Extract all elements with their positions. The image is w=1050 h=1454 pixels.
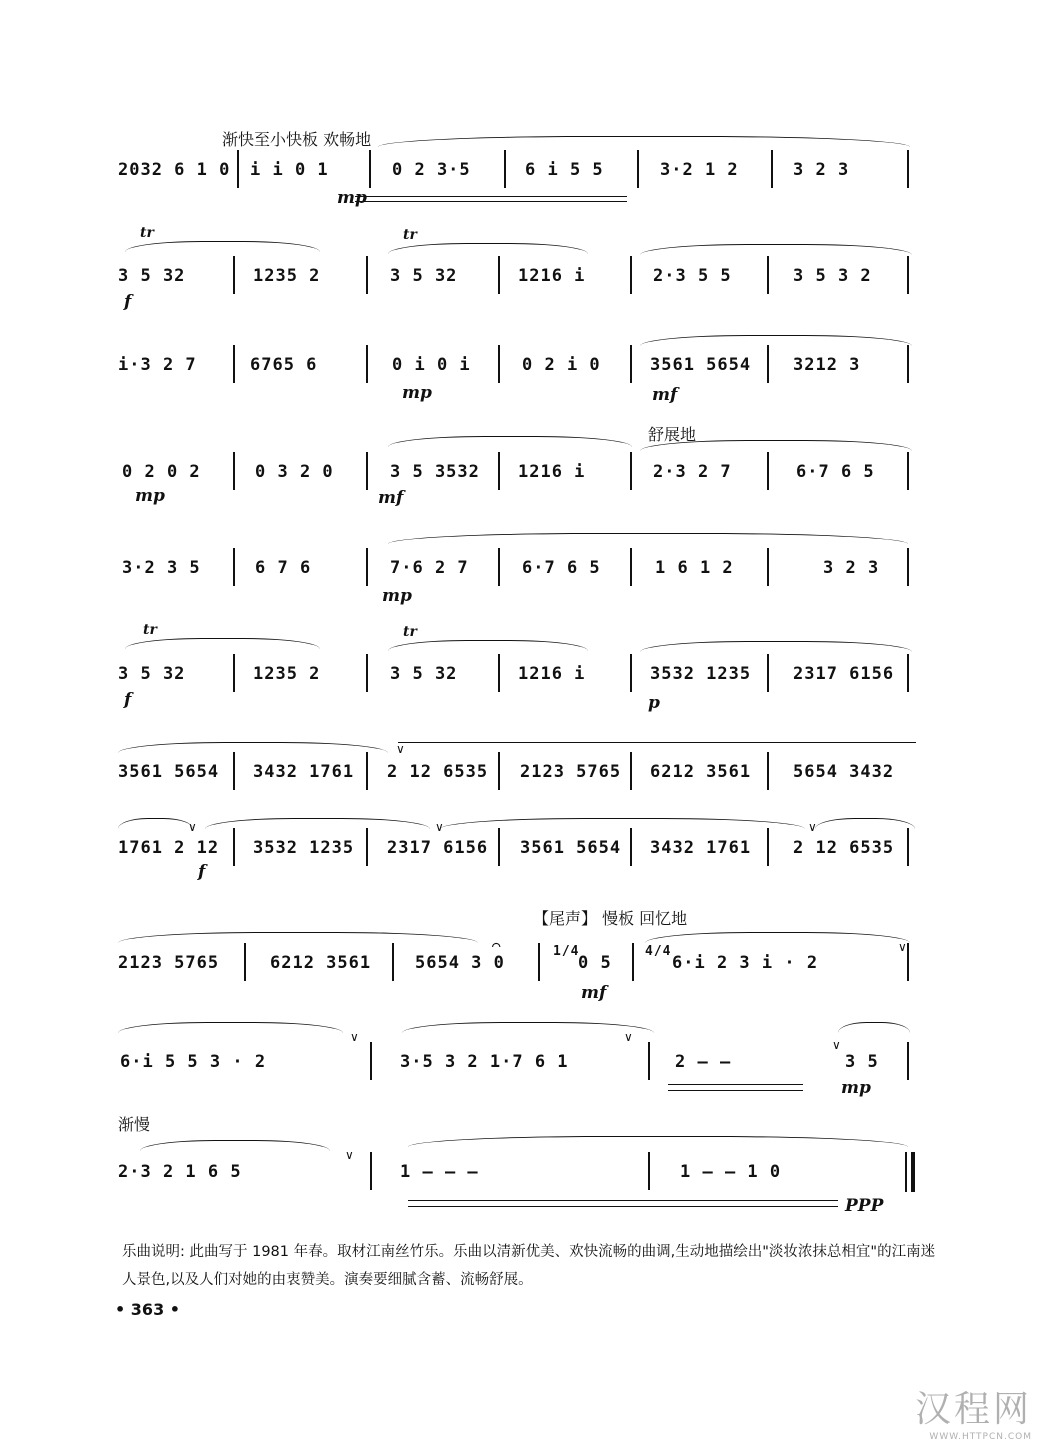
- measure: 2·3 2 7: [653, 462, 732, 482]
- barline: [366, 256, 368, 294]
- barline: [767, 345, 769, 383]
- measure: 0 3 2 0: [255, 462, 334, 482]
- measure: 3432 1761: [253, 762, 355, 782]
- phrase-slur: [408, 1136, 908, 1147]
- barline: [771, 150, 773, 188]
- phrase-slur: [118, 742, 388, 753]
- dynamic-mark: f: [124, 292, 132, 312]
- barline: [630, 752, 632, 790]
- barline: [907, 256, 909, 294]
- tempo-marking: 渐慢: [118, 1115, 151, 1134]
- measure: 2123 5765: [118, 953, 220, 973]
- phrase-slur: [398, 742, 916, 753]
- measure: 1235 2: [253, 664, 321, 684]
- barline: [237, 150, 239, 188]
- barline: [233, 654, 235, 692]
- measure: 6212 3561: [270, 953, 372, 973]
- barline: [498, 752, 500, 790]
- barline: [366, 654, 368, 692]
- measure: 3·2 3 5: [122, 558, 201, 578]
- phrase-slur: [388, 243, 588, 254]
- measure: i·3 2 7: [118, 355, 197, 375]
- barline: [233, 548, 235, 586]
- breath-mark-icon: ∨: [832, 1038, 841, 1052]
- measure: 3 5: [845, 1052, 879, 1072]
- measure: 3 2 3: [823, 558, 880, 578]
- barline: [907, 345, 909, 383]
- phrase-slur: [140, 1140, 330, 1151]
- measure: 3 5 3 2: [793, 266, 872, 286]
- barline: [907, 828, 909, 866]
- phrase-slur: [640, 244, 912, 255]
- piece-notes: [122, 1238, 942, 1294]
- barline: [366, 828, 368, 866]
- breath-mark-icon: ∨: [350, 1030, 359, 1044]
- measure: 0 2 3·5: [392, 160, 471, 180]
- section-marking: 【尾声】 慢板 回忆地: [533, 909, 688, 928]
- measure: 6212 3561: [650, 762, 752, 782]
- measure: 3561 5654: [520, 838, 622, 858]
- dynamic-mark: p: [648, 693, 660, 713]
- phrase-slur: [815, 818, 915, 829]
- phrase-slur: [640, 335, 912, 346]
- barline: [392, 943, 394, 981]
- measure: 1235 2: [253, 266, 321, 286]
- dynamic-mark: mp: [402, 383, 432, 403]
- barline: [366, 452, 368, 490]
- barline: [366, 345, 368, 383]
- dim-hairpin: [355, 196, 627, 197]
- measure: 6 7 6: [255, 558, 312, 578]
- time-signature: 1/4: [553, 944, 580, 959]
- dynamic-mark: f: [198, 862, 206, 882]
- measure: 2317 6156: [387, 838, 489, 858]
- barline: [767, 828, 769, 866]
- barline: [498, 654, 500, 692]
- dim-hairpin: [668, 1084, 803, 1085]
- measure: 2·3 2 1 6 5: [118, 1162, 242, 1182]
- measure: 3·5 3 2 1·7 6 1: [400, 1052, 569, 1072]
- measure: 5654 3432: [793, 762, 895, 782]
- piece-notes-text: 此曲写于 1981 年春。取材江南丝竹乐。乐曲以清新优美、欢快流畅的曲调,生动地描绘出"淡妆浓抹总相宜"的江南迷人景色,以及人们对她的由衷赞美。演奏要细腻含蓄、流畅舒展。: [122, 1244, 936, 1288]
- barline: [498, 828, 500, 866]
- measure: 6 i 5 5: [525, 160, 604, 180]
- measure: 3 2 3: [793, 160, 850, 180]
- barline: [498, 548, 500, 586]
- barline: [498, 452, 500, 490]
- breath-mark-icon: ∨: [396, 742, 405, 756]
- measure: 1 – – –: [400, 1162, 479, 1182]
- time-signature: 4/4: [645, 944, 672, 959]
- barline: [233, 452, 235, 490]
- phrase-slur: [838, 1022, 910, 1033]
- breath-mark-icon: ∨: [898, 940, 907, 954]
- barline: [233, 752, 235, 790]
- fermata-icon: ⌒: [492, 938, 502, 954]
- watermark-title: 汉程网: [914, 1389, 1032, 1430]
- dim-hairpin: [355, 201, 627, 202]
- phrase-slur: [645, 932, 910, 943]
- barline: [369, 150, 371, 188]
- barline: [498, 256, 500, 294]
- measure: 6·7 6 5: [522, 558, 601, 578]
- barline: [767, 452, 769, 490]
- measure: 3 5 32: [390, 664, 458, 684]
- barline: [504, 150, 506, 188]
- barline: [630, 452, 632, 490]
- phrase-slur: [388, 436, 632, 447]
- measure: 3561 5654: [118, 762, 220, 782]
- breath-mark-icon: ∨: [624, 1030, 633, 1044]
- barline: [767, 752, 769, 790]
- barline: [630, 828, 632, 866]
- measure: 3 5 32: [118, 664, 186, 684]
- phrase-slur: [388, 640, 588, 651]
- measure: 2317 6156: [793, 664, 895, 684]
- barline: [498, 345, 500, 383]
- barline: [907, 654, 909, 692]
- barline: [233, 345, 235, 383]
- measure: 2123 5765: [520, 762, 622, 782]
- trill-mark: tr: [403, 227, 417, 243]
- barline: [907, 1042, 909, 1080]
- barline: [907, 150, 909, 188]
- measure: 0 2 0 2: [122, 462, 201, 482]
- measure: 2·3 5 5: [653, 266, 732, 286]
- barline: [233, 256, 235, 294]
- dynamic-mark: PPP: [845, 1196, 884, 1216]
- measure: 0 i 0 i: [392, 355, 471, 375]
- dynamic-mark: mp: [382, 586, 412, 606]
- barline: [630, 654, 632, 692]
- barline: [637, 150, 639, 188]
- barline: [648, 1042, 650, 1080]
- dynamic-mark: mf: [581, 983, 607, 1003]
- measure: 6·i 2 3 i · 2: [672, 953, 819, 973]
- barline: [630, 256, 632, 294]
- measure: 7·6 2 7: [390, 558, 469, 578]
- dynamic-mark: mp: [337, 188, 367, 208]
- barline: [907, 548, 909, 586]
- watermark-url: WWW.HTTPCN.COM: [929, 1432, 1032, 1442]
- barline: [632, 943, 634, 981]
- barline: [907, 452, 909, 490]
- barline: [767, 256, 769, 294]
- measure: 3532 1235: [253, 838, 355, 858]
- dynamic-mark: mp: [135, 486, 165, 506]
- measure: 3 5 3532: [390, 462, 480, 482]
- barline: [244, 943, 246, 981]
- measure: 5654 3 0: [415, 953, 505, 973]
- phrase-slur: [118, 1022, 343, 1033]
- measure: 6·7 6 5: [796, 462, 875, 482]
- barline: [366, 752, 368, 790]
- dynamic-mark: mf: [378, 488, 404, 508]
- phrase-slur: [640, 641, 912, 652]
- measure: 1216 i: [518, 462, 586, 482]
- piece-notes-label: 乐曲说明:: [122, 1244, 185, 1260]
- barline: [233, 828, 235, 866]
- measure: 3 5 32: [118, 266, 186, 286]
- final-barline: [905, 1152, 907, 1192]
- barline: [648, 1152, 650, 1190]
- measure: 0 2 i 0: [522, 355, 601, 375]
- measure: 3·2 1 2: [660, 160, 739, 180]
- measure: 6·i 5 5 3 · 2: [120, 1052, 267, 1072]
- phrase-slur: [440, 818, 805, 829]
- measure: 3212 3: [793, 355, 861, 375]
- measure: 2 – –: [675, 1052, 732, 1072]
- dynamic-mark: f: [124, 690, 132, 710]
- phrase-slur: [125, 241, 320, 252]
- measure: 0 5: [578, 953, 612, 973]
- measure: 3 5 32: [390, 266, 458, 286]
- phrase-slur: [205, 818, 430, 829]
- measure: 3432 1761: [650, 838, 752, 858]
- dim-hairpin: [408, 1206, 838, 1207]
- measure: 3532 1235: [650, 664, 752, 684]
- watermark-logo: [915, 1381, 1032, 1442]
- measure: 2032 6 1 0: [118, 160, 231, 180]
- measure: 2 12 6535: [387, 762, 489, 782]
- final-barline: [911, 1152, 915, 1192]
- trill-mark: tr: [143, 622, 157, 638]
- barline: [907, 943, 909, 981]
- barline: [767, 548, 769, 586]
- dynamic-mark: mf: [652, 385, 678, 405]
- barline: [767, 654, 769, 692]
- breath-mark-icon: ∨: [435, 820, 444, 834]
- trill-mark: tr: [140, 225, 154, 241]
- breath-mark-icon: ∨: [808, 820, 817, 834]
- phrase-slur: [118, 932, 478, 943]
- measure: 6765 6: [250, 355, 318, 375]
- measure: i i 0 1: [250, 160, 329, 180]
- phrase-slur: [125, 638, 320, 649]
- measure: 1 6 1 2: [655, 558, 734, 578]
- barline: [366, 548, 368, 586]
- phrase-slur: [402, 1022, 654, 1033]
- phrase-slur: [118, 818, 193, 829]
- tempo-marking: 舒展地: [648, 425, 697, 444]
- barline: [370, 1042, 372, 1080]
- measure: 1216 i: [518, 664, 586, 684]
- barline: [630, 548, 632, 586]
- page-number: • 363 •: [115, 1300, 180, 1319]
- barline: [538, 943, 540, 981]
- dim-hairpin: [408, 1200, 838, 1201]
- phrase-slur: [378, 136, 910, 147]
- measure: 3561 5654: [650, 355, 752, 375]
- measure: 1216 i: [518, 266, 586, 286]
- dynamic-mark: mp: [841, 1078, 871, 1098]
- phrase-slur: [388, 533, 908, 544]
- dim-hairpin: [668, 1090, 803, 1091]
- trill-mark: tr: [403, 624, 417, 640]
- barline: [630, 345, 632, 383]
- barline: [370, 1152, 372, 1190]
- tempo-marking: 渐快至小快板 欢畅地: [222, 130, 372, 149]
- breath-mark-icon: ∨: [345, 1148, 354, 1162]
- measure: 2 12 6535: [793, 838, 895, 858]
- measure: 1 – – 1 0: [680, 1162, 782, 1182]
- measure: 1761 2 12: [118, 838, 220, 858]
- phrase-slur: [640, 440, 912, 451]
- breath-mark-icon: ∨: [188, 820, 197, 834]
